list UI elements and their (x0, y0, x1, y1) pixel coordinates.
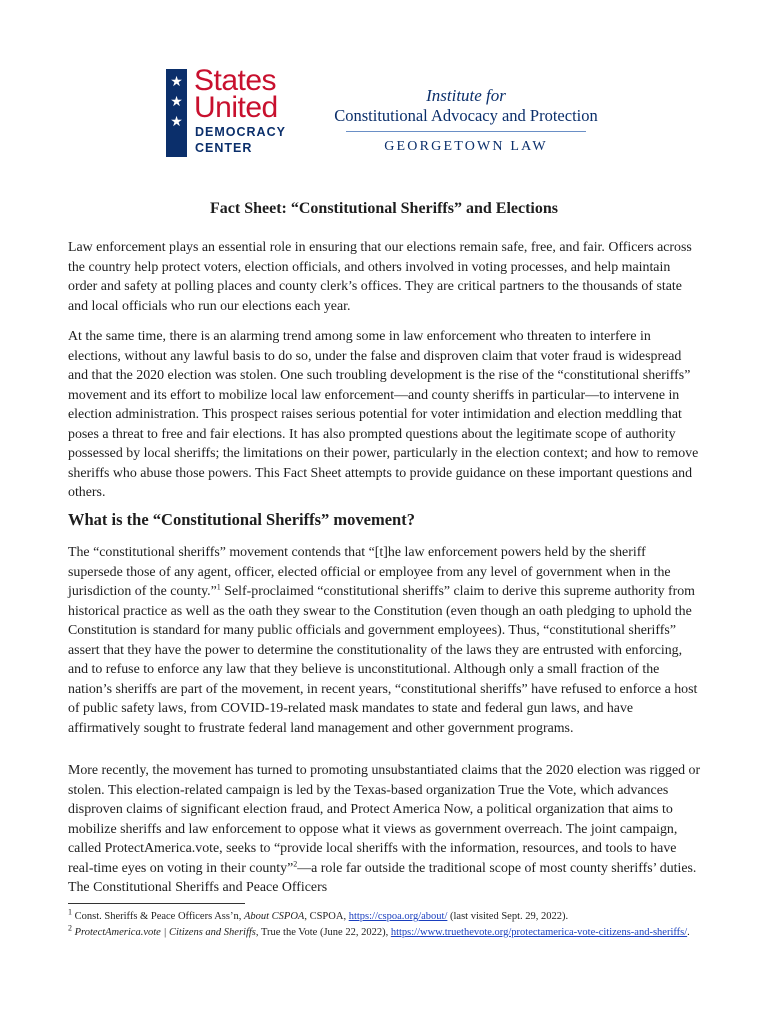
footnote (68, 909, 708, 925)
page-title: Fact Sheet: “Constitutional Sheriffs” and Elections (210, 200, 558, 217)
footnote-number: 2 (68, 923, 72, 933)
paragraph (68, 761, 702, 898)
georgetown-logo (329, 86, 603, 156)
logo-institute-name: Constitutional Advocacy and Protection (334, 106, 598, 125)
paragraph: At the same time, there is an alarming trend among some in law enforcement who threaten to interfere in elections, without any lawful basis to do so, under the false and disproven claim that voter fraud is widespread and that the 2020 election was stolen. One such troubling development is the rise of the “constitutional sheriffs” movement and its effort to mobilize local law enforcement—and county sheriffs in particular—to intervene in election administration. This prospect raises serious potential for voter intimidation and election meddling that poses a threat to free and fair elections. It has also prompted questions about the legitimate scope of authority possessed by local sheriffs; the limitations on their power, particularly in the election context; and how to remove sheriffs who abuse those powers. This Fact Sheet attempts to provide guidance on these important questions and others. (68, 329, 699, 500)
footnote-ref: 1 (216, 582, 221, 592)
logo-democracy-text: DEMOCRACY (195, 125, 286, 139)
logo-georgetown-law: GEORGETOWN LAW (384, 139, 548, 154)
paragraph-text: Self-proclaimed “constitutional sheriffs” claim to derive this supreme authority from historical practice as well as the oath they swear to the Constitution (even though an oath pledging to uphold the Constitution is standard for many public officials and government employees). Thus, “constitutional sheriffs” assert that they have the power to determine the constitutionality of the laws they are entrusted with enforcing, and to refuse to enforce any law that they believe is unconstitutional. Although only a small fraction of the nation’s sheriffs are part of the movement, in recent years, “constitutional sheriffs” have refused to enforce a host of public safety laws, from COVID-19-related mask mandates to state and federal gun laws, and have affirmatively sought to frustrate federal land management and other government programs. (68, 584, 698, 736)
logo-divider (346, 131, 586, 132)
flag-icon (166, 69, 187, 157)
footnote-italic: About CSPOA (243, 911, 305, 922)
footnote-text: . (687, 927, 690, 938)
footnote-text: , True the Vote (June 22, 2022), (255, 927, 391, 938)
paragraph: Law enforcement plays an essential role in ensuring that our elections remain safe, free, and fair. Officers across the country help protect voters, election officials, and others involved in voting processes, and help maintain order and safety at polling places and county clerk’s offices. They are critical partners to the thousands of state and local officials who run our elections each year. (68, 240, 692, 314)
star-icon: ★ (170, 74, 183, 90)
footnote-number: 1 (68, 907, 72, 917)
footnote-text: , CSPOA, (304, 911, 349, 922)
logo-united-text: United (194, 91, 278, 124)
star-icon: ★ (170, 94, 183, 110)
footnote-link[interactable]: https://www.truethevote.org/protectamerica-vote-citizens-and-sheriffs/ (390, 927, 688, 938)
footnote-text: (last visited Sept. 29, 2022). (447, 911, 569, 922)
paragraph-text: More recently, the movement has turned to promoting unsubstantiated claims that the 2020 election was rigged or stolen. This election-related campaign is led by the Texas-based organization True the Vote, which advances disproven claims of significant election fraud, and Protect America Now, a political organization that aims to mobilize sheriffs and law enforcement to oppose what it views as government overreach. The joint campaign, called ProtectAmerica.vote, seeks to “provide local sheriffs with the information, resources, and tools to have real-time eyes on voting in their county” (68, 763, 701, 876)
logo-states-text: States (194, 64, 277, 97)
paragraph (68, 543, 702, 738)
logo-institute-for: Institute for (426, 86, 506, 105)
footnote-link[interactable]: https://cspoa.org/about/ (348, 911, 448, 922)
footnote-italic: ProtectAmerica.vote | Citizens and Sheriffs (74, 927, 256, 938)
paragraph-text: The “constitutional sheriffs” movement contends that “[t]he law enforcement powers held by the sheriff supersede those of any agent, officer, elected official or employee from any level of government when in the jurisdiction of the county.” (68, 545, 671, 599)
footnote-ref: 2 (293, 858, 298, 868)
star-icon: ★ (170, 114, 183, 130)
footnote-divider (68, 903, 245, 904)
states-united-logo (166, 64, 298, 159)
footnote (68, 925, 708, 941)
logo-center-text: CENTER (195, 141, 253, 155)
section-heading: What is the “Constitutional Sheriffs” movement? (68, 510, 415, 529)
footnote-text: Const. Sheriffs & Peace Officers Ass’n, (72, 911, 244, 922)
paragraph-text: —a role far outside the traditional scope of most county sheriffs’ duties. The Constitutional Sheriffs and Peace Officers (68, 860, 697, 895)
